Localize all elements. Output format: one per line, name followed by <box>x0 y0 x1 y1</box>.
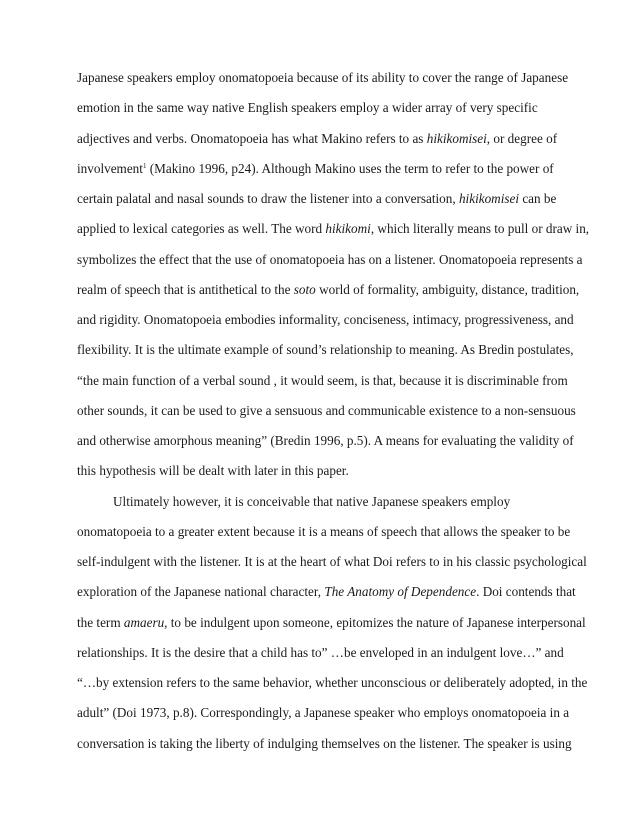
text-run: world of formality, ambiguity, distance, tradition, <box>315 281 580 297</box>
text-run: , which literally means to pull or draw in, <box>370 221 590 237</box>
text-run: applied to lexical categories as well. The word <box>77 221 326 237</box>
text-run: , to be indulgent upon someone, epitomizes the nature of Japanese interpersonal <box>164 614 586 630</box>
text-run: can be <box>519 191 557 206</box>
body-text-line <box>77 615 586 631</box>
text-run: symbolizes the effect that the use of onomatopoeia has on a listener. Onomatopoeia represents a <box>77 251 583 267</box>
text-run: certain palatal and nasal sounds to draw the listener into a conversation, <box>77 191 459 206</box>
text-run: , or degree of <box>486 130 558 146</box>
body-text-line <box>77 645 564 661</box>
italic-term: The Anatomy of Dependence <box>324 584 477 600</box>
text-run: “…by extension refers to the same behavior, whether unconscious or deliberately adopted, in the <box>77 675 588 690</box>
body-text-line <box>77 584 576 600</box>
text-run: this hypothesis will be dealt with later in this paper. <box>77 463 349 479</box>
text-run: the term <box>77 614 124 630</box>
text-run: flexibility. It is the ultimate example of sound’s relationship to meaning. As Bredin postulates, <box>77 342 574 358</box>
body-text-line <box>77 373 568 389</box>
body-text-line <box>77 161 554 177</box>
text-run: other sounds, it can be used to give a sensuous and communicable existence to a non-sensuous <box>77 402 576 418</box>
body-text-line <box>113 494 510 510</box>
body-text-line <box>77 131 557 147</box>
text-run: involvement <box>77 160 143 176</box>
italic-term: hikikomisei <box>426 130 487 146</box>
text-run: Japanese speakers employ onomatopoeia because of its ability to cover the range of Japanese <box>77 70 569 85</box>
text-run: adult” (Doi 1973, p.8). Correspondingly, a Japanese speaker who employs onomatopoeia in a <box>77 705 570 721</box>
text-run: (Makino 1996, p24). Although Makino uses the term to refer to the power of <box>146 160 554 176</box>
italic-term: hikikomi <box>325 221 371 237</box>
body-text-line <box>77 524 570 540</box>
text-run: “the main function of a verbal sound , it would seem, is that, because it is discriminable from <box>77 372 568 388</box>
text-run: and rigidity. Onomatopoeia embodies informality, conciseness, intimacy, progressiveness, and <box>77 312 574 327</box>
body-text-line <box>77 100 538 116</box>
text-run: relationships. It is the desire that a child has to” …be enveloped in an indulgent love…” and <box>77 644 564 660</box>
body-text-line <box>77 191 556 207</box>
text-run: onomatopoeia to a greater extent because it is a means of speech that allows the speaker to be <box>77 523 571 539</box>
footnote-marker: 1 <box>142 161 147 170</box>
body-text-line <box>77 312 574 328</box>
text-run: and otherwise amorphous meaning” (Bredin 1996, p.5). A means for evaluating the validity of <box>77 433 574 448</box>
body-text-line <box>77 252 582 268</box>
italic-term: hikikomisei <box>458 191 520 206</box>
body-text-line <box>77 736 572 752</box>
body-text-line <box>77 675 587 691</box>
text-run: self-indulgent with the listener. It is at the heart of what Doi refers to in his classic psychological <box>77 554 587 569</box>
body-text-line <box>77 282 579 298</box>
body-text-line <box>77 342 574 358</box>
body-text-line <box>77 433 574 449</box>
text-run: conversation is taking the liberty of indulging themselves on the listener. The speaker is using <box>77 735 572 751</box>
body-text-line <box>77 70 568 86</box>
text-run: adjectives and verbs. Onomatopoeia has what Makino refers to as <box>77 130 427 146</box>
italic-term: amaeru <box>123 614 165 630</box>
italic-term: soto <box>293 281 316 297</box>
text-run: . Doi contends that <box>476 584 576 600</box>
text-run: exploration of the Japanese national character, <box>77 584 325 600</box>
body-text-line <box>77 705 569 721</box>
body-text-line <box>77 221 589 237</box>
body-text-line <box>77 403 576 419</box>
text-run: Ultimately however, it is conceivable that native Japanese speakers employ <box>113 493 511 509</box>
text-run: emotion in the same way native English speakers employ a wider array of very specific <box>77 100 538 116</box>
text-run: realm of speech that is antithetical to the <box>77 281 294 297</box>
body-text-line <box>77 554 587 570</box>
body-text-line <box>77 463 349 479</box>
